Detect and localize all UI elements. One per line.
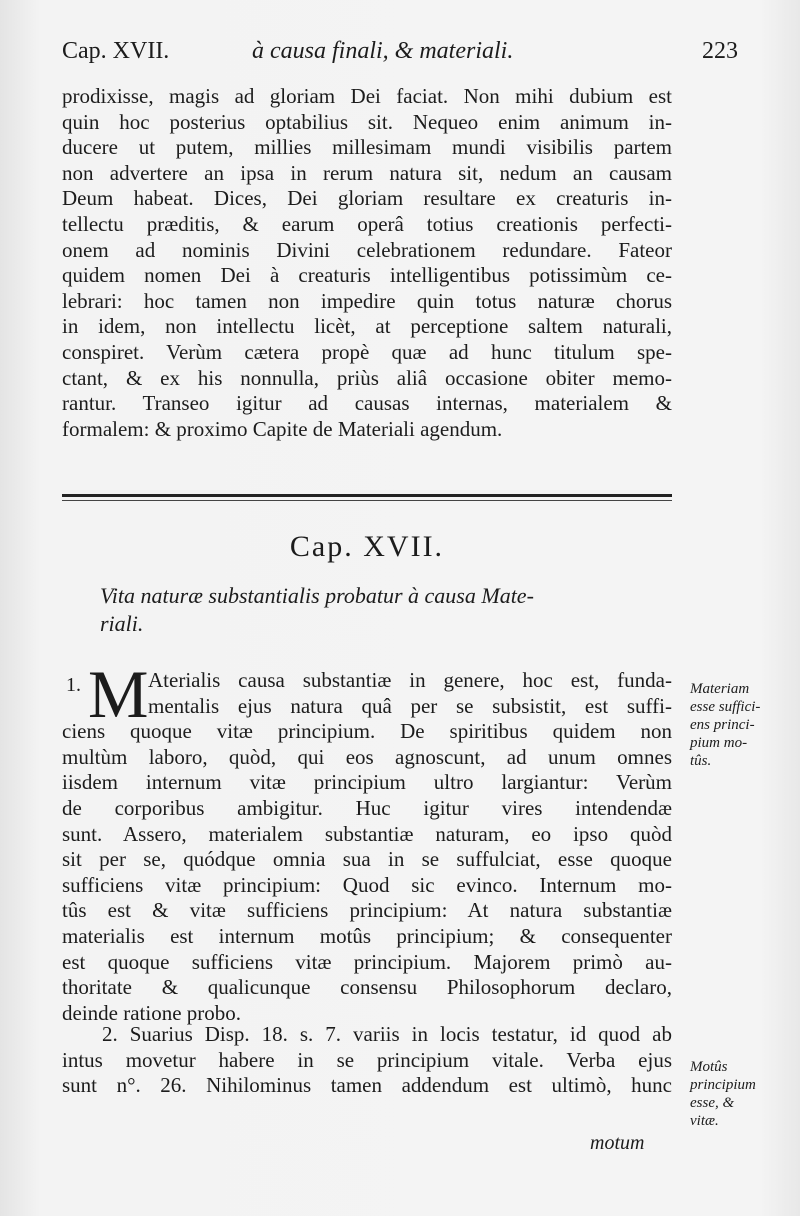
chapter-rule-thick	[62, 494, 672, 497]
text-line: quidem nomen Dei à creaturis intelligentibus potissimùm ce-	[62, 263, 672, 288]
section-2-text	[62, 1022, 672, 1099]
text-line: quin hoc posterius optabilius sit. Nequeo enim animum in-	[62, 109, 672, 134]
text-line: lebrari: hoc tamen non impedire quin totus naturæ chorus	[62, 288, 672, 313]
text-line: iisdem internum vitæ principium ultro largiantur: Verùm	[62, 770, 672, 795]
margin-line: Motûs	[690, 1059, 728, 1075]
chapter-subtitle	[100, 582, 672, 638]
chapter-title: Cap. XVII.	[289, 530, 445, 563]
page-number: 223	[702, 38, 738, 64]
margin-line: esse, &	[690, 1095, 735, 1111]
margin-line: ens princi-	[690, 717, 755, 733]
text-line: materialis est internum motûs principium; & consequenter	[62, 923, 672, 948]
catchword: motum	[590, 1132, 645, 1154]
text-line: sit per se, quódque omnia sua in se suffulciat, esse quoque	[62, 847, 672, 872]
text-line: rantur. Transeo igitur ad causas internas, materialem &	[62, 391, 672, 416]
text-line: Aterialis causa substantiæ in genere, hoc est, funda-	[148, 668, 672, 692]
text-line: mentalis ejus natura quâ per se subsistit, est suffi-	[148, 693, 672, 718]
text-line: de corporibus ambigitur. Huc igitur vires intendendæ	[62, 795, 672, 820]
subtitle-line: Vita naturæ substantialis probatur à causa Mate-	[100, 583, 534, 608]
page-header	[62, 34, 738, 74]
margin-line: principium	[690, 1077, 756, 1093]
text-line: tûs est & vitæ sufficiens principium: At natura substantiæ	[62, 898, 672, 923]
text-line: conspiret. Verùm cætera propè quæ ad hunc titulum spe-	[62, 339, 672, 364]
margin-line: Materiam	[690, 681, 750, 697]
text-line: formalem: & proximo Capite de Materiali agendum.	[62, 416, 503, 441]
text-line: Deum habeat. Dices, Dei gloriam resultare ex creaturis in-	[62, 186, 672, 211]
header-chapter: Cap. XVII.	[62, 38, 170, 64]
subtitle-line: riali.	[100, 611, 144, 636]
marginal-note-1	[690, 680, 790, 770]
text-line: tellectu præditis, & earum operâ totius creationis perfecti-	[62, 211, 672, 236]
marginal-note-2	[690, 1058, 790, 1130]
margin-line: pium mo-	[690, 735, 748, 751]
section-1-text	[62, 668, 672, 1026]
chapter-rule-thin	[62, 500, 672, 501]
margin-line: tûs.	[690, 753, 712, 769]
margin-line: esse suffici-	[690, 699, 761, 715]
text-line: multùm laboro, quòd, qui eos agnoscunt, ad unum omnes	[62, 744, 672, 769]
drop-capital: M	[88, 656, 149, 732]
text-line: non advertere an ipsa in rerum natura sit, nedum an causam	[62, 160, 672, 185]
text-line: sufficiens vitæ principium: Quod sic evinco. Internum mo-	[62, 872, 672, 897]
text-line: intus movetur habere in se principium vitale. Verba ejus	[62, 1047, 672, 1072]
text-line: sunt n°. 26. Nihilominus tamen addendum est ultimò, hunc	[62, 1073, 672, 1098]
text-line: onem ad nominis Divini celebrationem redundare. Fateor	[62, 237, 672, 262]
text-line: ciens quoque vitæ principium. De spiritibus quidem non	[62, 719, 672, 744]
section-number: 1.	[66, 674, 81, 696]
text-line: sunt. Assero, materialem substantiæ naturam, eo ipso quòd	[62, 821, 672, 846]
text-line: est quoque sufficiens vitæ principium. Majorem primò au-	[62, 949, 672, 974]
text-line: 2. Suarius Disp. 18. s. 7. variis in locis testatur, id quod ab	[102, 1022, 672, 1046]
paragraph-continued	[62, 84, 672, 442]
text-line: in idem, non intellectu licèt, at perceptione saltem naturali,	[62, 314, 672, 339]
text-line: prodixisse, magis ad gloriam Dei faciat. Non mihi dubium est	[62, 84, 672, 108]
text-line: thoritate & qualicunque consensu Philosophorum declaro,	[62, 975, 672, 1000]
text-line: deinde ratione probo.	[62, 1000, 242, 1025]
text-line: ctant, & ex his nonnulla, priùs aliâ occasione obiter memo-	[62, 365, 672, 390]
margin-line: vitæ.	[690, 1113, 719, 1129]
running-title: à causa finali, & materiali.	[252, 38, 514, 64]
text-line: ducere ut putem, millies millesimam mundi visibilis partem	[62, 135, 672, 160]
